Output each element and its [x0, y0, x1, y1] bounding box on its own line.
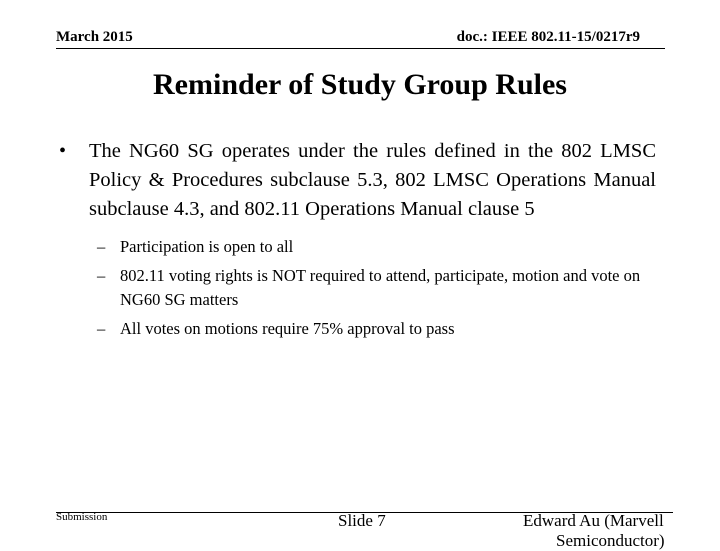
sub-bullet: [89, 317, 656, 341]
sub-bullet-mark: –: [97, 319, 106, 338]
footer-author-continued: Semiconductor): [556, 531, 665, 550]
slide-body: [56, 137, 656, 346]
sub-bullet-mark: –: [97, 266, 106, 285]
sub-bullet-text: 802.11 voting rights is NOT required to attend, participate, motion and vote on NG60 SG matters: [120, 266, 641, 309]
sub-bullet-text: All votes on motions require 75% approval to pass: [120, 319, 455, 338]
sub-bullet-mark: –: [97, 237, 106, 256]
header-date: March 2015: [56, 29, 133, 45]
sub-bullet: [89, 235, 656, 259]
header-rule: [56, 48, 665, 49]
footer-submission: Submission: [56, 511, 108, 523]
slide-title: Reminder of Study Group Rules: [153, 68, 567, 101]
header-doc-id: doc.: IEEE 802.11-15/0217r9: [456, 29, 640, 45]
bullet-mark: •: [59, 140, 67, 162]
sub-bullet-text: Participation is open to all: [120, 237, 294, 256]
main-bullet-text: The NG60 SG operates under the rules defined in the 802 LMSC Policy & Procedures subclause 5.3, 802 LMSC Operations Manual subclause 4.3, and 802.11 Operations Manual clause 5: [89, 140, 656, 220]
sub-bullet-list: [56, 235, 656, 341]
footer-slide-number: Slide 7: [338, 511, 386, 530]
main-bullet: [56, 137, 656, 224]
footer-author: Edward Au (Marvell: [523, 511, 664, 530]
sub-bullet: [89, 264, 656, 312]
